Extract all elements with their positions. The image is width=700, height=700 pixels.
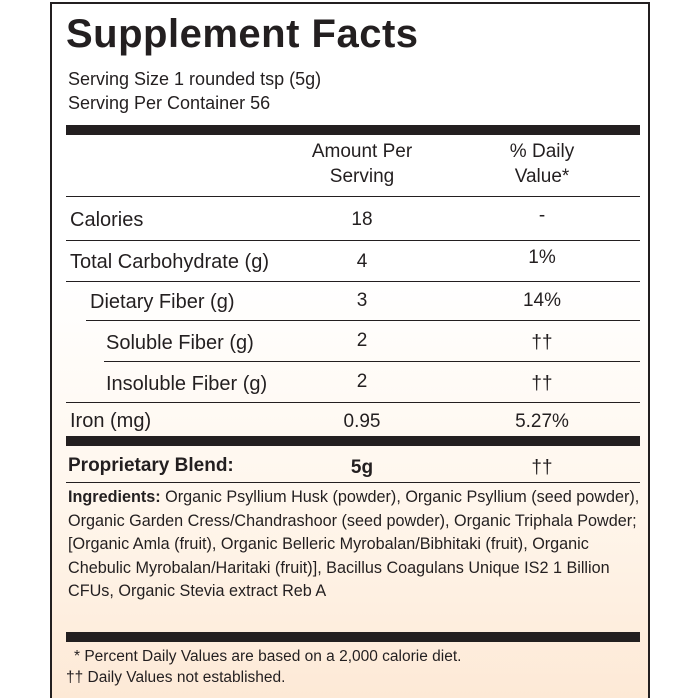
blend-thick-rule (66, 436, 640, 446)
divider (66, 240, 640, 241)
row-label-soluble-fiber: Soluble Fiber (g) (106, 332, 254, 354)
serving-size: Serving Size 1 rounded tsp (5g) (68, 69, 322, 89)
amount-header-line1: Amount Per (311, 141, 413, 162)
row-label-iron: Iron (mg) (70, 410, 152, 432)
blend-amount: 5g (350, 457, 374, 478)
footnote-not-established: †† Daily Values not established. (66, 669, 286, 686)
divider (66, 196, 640, 197)
supplement-facts-panel (50, 2, 650, 698)
row-amount-soluble-fiber: 2 (356, 330, 368, 351)
footnote-thick-rule (66, 632, 640, 642)
divider (104, 361, 640, 362)
dv-header-line2: Value* (514, 166, 570, 187)
row-amount-total-carbohydrate: 4 (356, 251, 368, 272)
divider (66, 402, 640, 403)
row-amount-iron: 0.95 (343, 411, 381, 432)
row-dv-total-carbohydrate: 1% (528, 247, 556, 268)
row-label-total-carbohydrate: Total Carbohydrate (g) (70, 251, 269, 273)
footnote-percent-dv: * Percent Daily Values are based on a 2,000 calorie diet. (74, 648, 462, 665)
row-dv-soluble-fiber: †† (531, 332, 553, 353)
row-label-insoluble-fiber: Insoluble Fiber (g) (106, 373, 268, 395)
row-label-calories: Calories (70, 209, 144, 231)
blend-label: Proprietary Blend: (68, 455, 234, 476)
dv-header-line1: % Daily (509, 141, 575, 162)
servings-per-container: Serving Per Container 56 (68, 93, 271, 113)
ingredients-block (68, 486, 640, 604)
row-amount-calories: 18 (351, 209, 373, 230)
row-amount-insoluble-fiber: 2 (356, 371, 368, 392)
ingredients-text: Organic Psyllium Husk (powder), Organic Psyllium (seed powder), Organic Garden Cress/Chandrashoor (seed powder), Organic Triphala Powder; [Organic Amla (fruit), Organic Belleric Myrobalan/Bibhitaki (fruit), Organic Chebulic Myrobalan/Haritaki (fruit)], Bacillus Coagulans Unique IS2 1 Billion CFUs, Organic Stevia extract Reb A (68, 488, 640, 601)
panel-title: Supplement Facts (66, 12, 419, 56)
divider (86, 320, 640, 321)
divider (66, 281, 640, 282)
header-thick-rule (66, 125, 640, 135)
row-dv-calories: - (538, 205, 546, 226)
amount-header-line2: Serving (329, 166, 395, 187)
row-dv-insoluble-fiber: †† (531, 373, 553, 394)
row-dv-iron: 5.27% (515, 411, 569, 432)
row-dv-dietary-fiber: 14% (522, 290, 562, 311)
row-amount-dietary-fiber: 3 (356, 290, 368, 311)
blend-dv: †† (531, 457, 553, 478)
ingredients-label: Ingredients: (68, 488, 161, 506)
divider (66, 482, 640, 483)
row-label-dietary-fiber: Dietary Fiber (g) (90, 291, 235, 313)
